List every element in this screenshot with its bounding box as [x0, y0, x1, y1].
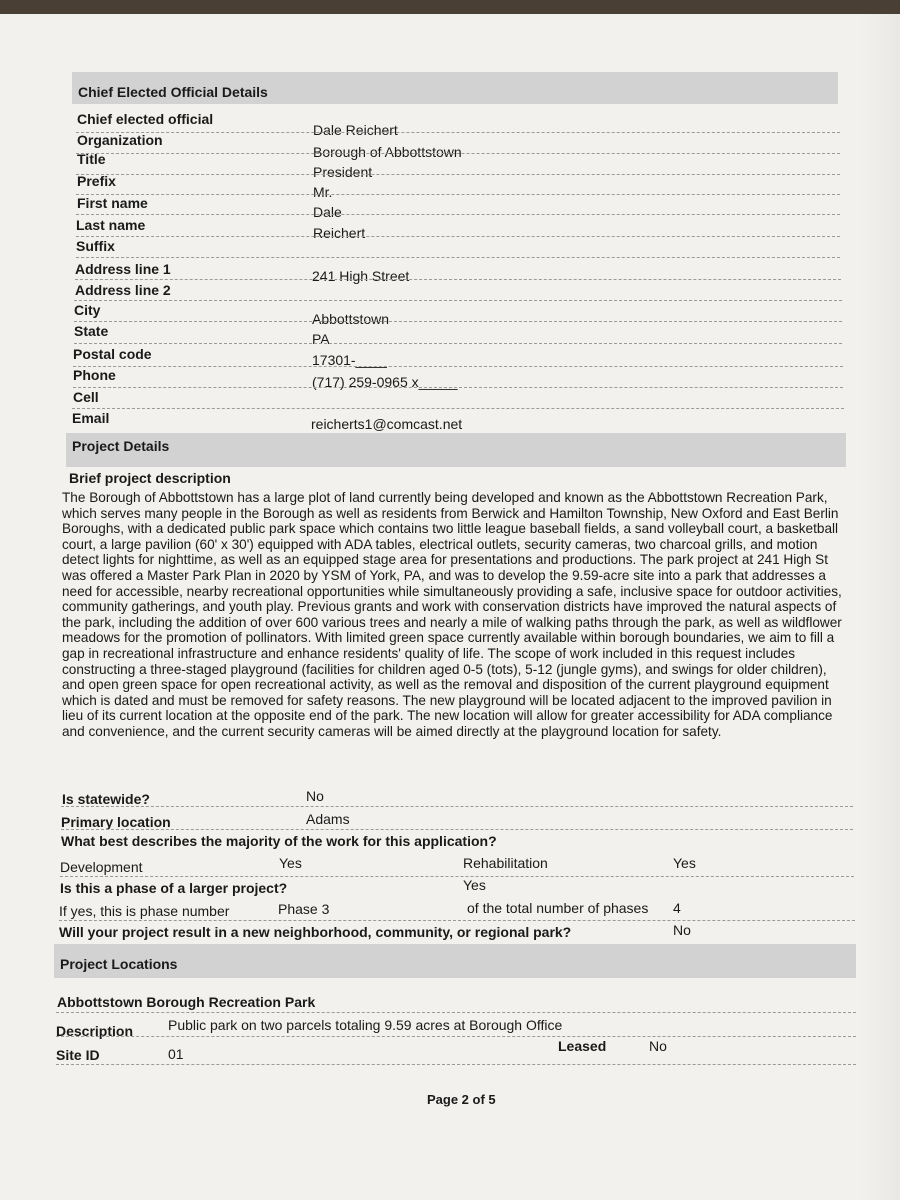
last-name-value: Reichert — [313, 225, 366, 241]
city-value: Abbottstown — [312, 311, 390, 327]
title-label: Title — [77, 151, 106, 167]
phone-label: Phone — [73, 367, 116, 383]
title-value: President — [313, 164, 373, 180]
site-id-label: Site ID — [56, 1047, 100, 1063]
city-label: City — [74, 302, 101, 318]
statewide-value: No — [306, 788, 324, 804]
suffix-label: Suffix — [76, 238, 115, 254]
first-name-value: Dale — [313, 204, 342, 220]
organization-label: Organization — [77, 132, 163, 148]
development-label: Development — [60, 859, 143, 875]
location-description-label: Description — [56, 1023, 134, 1039]
row-divider — [73, 387, 843, 388]
address-line-1-value: 241 High Street — [312, 268, 410, 284]
project-details-heading: Project Details — [66, 433, 846, 467]
row-divider — [61, 829, 853, 830]
project-description-text: The Borough of Abbottstown has a large plot of land currently being developed and known as the Abbottstown Recreation Park, which serves many people in the Borough as well as residents from Berwick and Hamilton Township, New Oxford and East Berlin Boroughs, with a dedicated public park space which contains two little league baseball fields, a sand volleyball court, a basketball court, a large pavilion (60' x 30') equipped with ADA tables, electrical outlets, security cameras, two charcoal grills, and motion detect lights for nighttime, as well as an equipped stage area for presentations and productions. The park project at 241 High St was offered a Master Park Plan in 2020 by YSM of York, PA, and was to develop the 9.59-acre site into a park that addresses a need for accessible, nearby recreational opportunities while simultaneously providing a safe, inclusive space for outdoor activities, community gatherings, and youth play. Previous grants and work with conservation districts have improved the natural aspects of the park, including the addition of over 600 various trees and nearly a mile of walking paths through the park, as well as wildflower meadows for the promotion of pollinators. With limited green space currently available within borough boundaries, we aim to fill a gap in recreational infrastructure and enhance residents' quality of life. The scope of work included in this request includes constructing a three-staged playground (facilities for children aged 0-5 (tots), 5-12 (jungle gyms), and swings for older children), and open green space for open recreational activity, as well as the removal and disposition of the current playground equipment which is dated and must be removed for safety reasons. The new playground will be located adjacent to the improved pavilion in lieu of its current location at the opposite end of the park. The new location will allow for greater accessibility for ADA compliance and convenience, and the current security cameras will be aimed directly at the playground location for safety. — [62, 490, 842, 739]
new-park-question: Will your project result in a new neighborhood, community, or regional park? — [59, 924, 572, 940]
row-divider — [76, 257, 840, 258]
location-description-value: Public park on two parcels totaling 9.59 acres at Borough Office — [168, 1017, 563, 1033]
row-divider — [74, 343, 842, 344]
phase-answer: Yes — [463, 877, 486, 893]
address-line-1-label: Address line 1 — [75, 261, 171, 277]
site-id-value: 01 — [168, 1046, 184, 1062]
row-divider — [76, 153, 840, 154]
row-divider — [74, 300, 842, 301]
development-value: Yes — [279, 855, 302, 871]
leased-value: No — [649, 1038, 667, 1054]
row-divider — [76, 214, 840, 215]
row-divider — [76, 174, 840, 175]
address-line-2-label: Address line 2 — [75, 282, 171, 298]
majority-question: What best describes the majority of the work for this application? — [61, 833, 497, 849]
row-divider — [73, 366, 843, 367]
row-divider — [56, 1012, 856, 1013]
row-divider — [61, 806, 853, 807]
row-divider — [76, 236, 840, 237]
statewide-label: Is statewide? — [62, 791, 150, 807]
row-divider — [56, 1064, 856, 1065]
rehabilitation-label: Rehabilitation — [463, 855, 548, 871]
primary-location-value: Adams — [306, 811, 350, 827]
email-label: Email — [72, 410, 110, 426]
new-park-answer: No — [673, 922, 691, 938]
row-divider — [56, 1036, 856, 1037]
chief-label: Chief elected official — [77, 111, 214, 127]
phase-question: Is this a phase of a larger project? — [60, 880, 288, 896]
row-divider — [75, 279, 841, 280]
chief-value: Dale Reichert — [313, 122, 398, 138]
postal-code-label: Postal code — [73, 346, 152, 362]
row-divider — [76, 194, 840, 195]
state-label: State — [74, 323, 109, 339]
leased-label: Leased — [558, 1038, 607, 1054]
phase-number-value: Phase 3 — [278, 901, 330, 917]
row-divider — [72, 408, 844, 409]
row-divider — [76, 132, 840, 133]
phase-number-label: If yes, this is phase number — [59, 903, 230, 919]
last-name-label: Last name — [76, 217, 146, 233]
postal-code-value: 17301-____ — [312, 352, 387, 368]
prefix-value: Mr. — [313, 184, 333, 200]
primary-location-label: Primary location — [61, 814, 171, 830]
chief-section-heading: Chief Elected Official Details — [72, 72, 838, 104]
total-phases-label: of the total number of phases — [467, 900, 649, 916]
prefix-label: Prefix — [77, 173, 116, 189]
total-phases-value: 4 — [673, 900, 681, 916]
row-divider — [60, 876, 854, 877]
row-divider — [59, 920, 855, 921]
row-divider — [74, 321, 842, 322]
brief-description-label: Brief project description — [69, 470, 231, 486]
email-value: reicherts1@comcast.net — [311, 416, 463, 432]
first-name-label: First name — [77, 195, 148, 211]
organization-value: Borough of Abbottstown — [313, 144, 462, 160]
rehabilitation-value: Yes — [673, 855, 696, 871]
paper-edge — [860, 14, 900, 1200]
page-number: Page 2 of 5 — [427, 1092, 496, 1107]
site-name: Abbottstown Borough Recreation Park — [57, 994, 316, 1010]
cell-label: Cell — [73, 389, 99, 405]
state-value: PA — [312, 331, 330, 347]
phone-value: (717) 259-0965 x_____ — [312, 374, 458, 390]
project-locations-heading: Project Locations — [54, 944, 856, 978]
